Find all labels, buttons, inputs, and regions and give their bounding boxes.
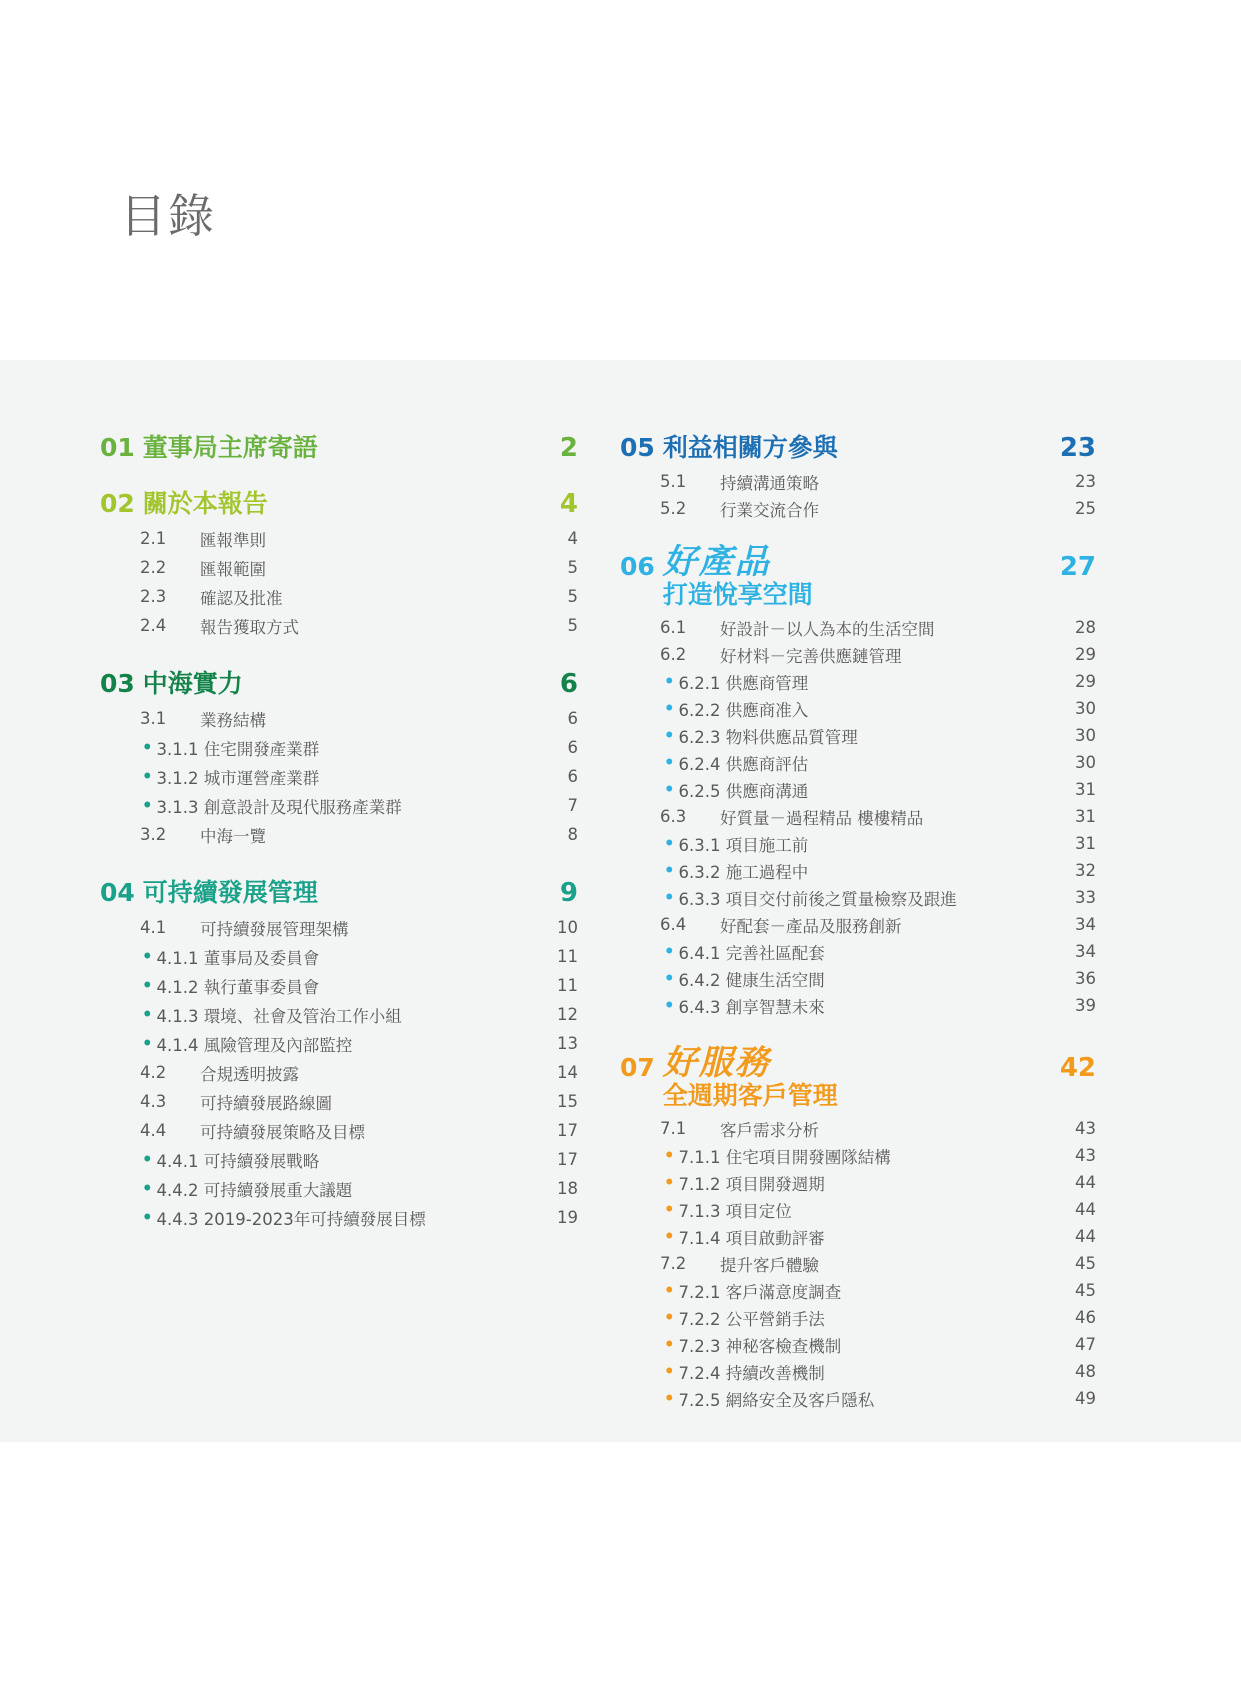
- entry-label: 6.4.2 健康生活空間: [678, 970, 825, 990]
- section-number: 05: [620, 433, 655, 462]
- section-page: 9: [559, 878, 578, 908]
- bullet-dot: •: [664, 1146, 675, 1165]
- entry-page: 44: [1075, 1227, 1096, 1246]
- section-heading[interactable]: [100, 873, 578, 909]
- toc-entry[interactable]: [100, 1203, 578, 1232]
- section-page: 27: [1059, 552, 1096, 582]
- entry-page: 29: [1075, 672, 1096, 691]
- entry-label: 6.2.5 供應商溝通: [678, 781, 809, 801]
- entry-number: 4.3: [140, 1092, 167, 1111]
- entry-page: 10: [557, 918, 578, 937]
- entry-label: 合規透明披露: [200, 1064, 299, 1084]
- entry-page: 31: [1075, 807, 1096, 826]
- toc-entry[interactable]: [620, 1142, 1096, 1169]
- toc-entry[interactable]: [620, 1196, 1096, 1223]
- entry-page: 44: [1075, 1200, 1096, 1219]
- toc-entry[interactable]: [620, 641, 1096, 668]
- entry-number: 7.2: [660, 1254, 687, 1273]
- section-page: 2: [559, 433, 578, 463]
- toc-entry[interactable]: [100, 791, 578, 820]
- section-heading[interactable]: [620, 544, 1096, 610]
- entry-page: 8: [567, 825, 578, 844]
- bullet-dot: •: [664, 942, 675, 961]
- entry-number: 4.4: [140, 1121, 167, 1140]
- entry-number: 2.2: [140, 558, 167, 577]
- entry-label: 7.2.2 公平營銷手法: [678, 1309, 825, 1329]
- toc-entry[interactable]: [620, 857, 1096, 884]
- entry-label: 3.1.1 住宅開發產業群: [156, 739, 320, 759]
- bullet-dot: •: [142, 767, 153, 786]
- entry-label: 7.2.5 網絡安全及客戶隱私: [678, 1390, 875, 1410]
- entry-page: 5: [567, 558, 578, 577]
- toc-entry[interactable]: [620, 668, 1096, 695]
- bullet-dot: •: [664, 1389, 675, 1408]
- entry-page: 4: [567, 529, 578, 548]
- section-number: 03: [100, 669, 135, 698]
- entry-page: 30: [1075, 753, 1096, 772]
- bullet-dot: •: [664, 1281, 675, 1300]
- bullet-dot: •: [664, 861, 675, 880]
- entry-label: 6.2.4 供應商評估: [678, 754, 809, 774]
- entry-page: 12: [557, 1005, 578, 1024]
- entry-label: 好質量－過程精品 樓樓精品: [720, 808, 924, 828]
- toc-entry[interactable]: [620, 1358, 1096, 1385]
- entry-label: 6.2.1 供應商管理: [678, 673, 809, 693]
- entry-label: 7.1.2 項目開發週期: [678, 1174, 825, 1194]
- toc-entry[interactable]: [620, 1277, 1096, 1304]
- toc-entry[interactable]: [620, 1304, 1096, 1331]
- section-page: 23: [1059, 433, 1096, 463]
- toc-entry[interactable]: [620, 614, 1096, 641]
- entry-label: 7.1.4 項目啟動評審: [678, 1228, 825, 1248]
- page-title: 目錄: [120, 189, 216, 243]
- entry-number: 5.1: [660, 472, 687, 491]
- bullet-dot: •: [142, 947, 153, 966]
- entry-page: 19: [557, 1208, 578, 1227]
- entry-label: 3.1.2 城市運營產業群: [156, 768, 320, 788]
- bullet-dot: •: [664, 780, 675, 799]
- toc-section-05: [620, 428, 1096, 522]
- toc-entry[interactable]: [100, 524, 578, 553]
- toc-entry[interactable]: [620, 1250, 1096, 1277]
- entry-page: 45: [1075, 1254, 1096, 1273]
- section-heading[interactable]: [100, 664, 578, 700]
- entry-label: 報告獲取方式: [200, 617, 299, 637]
- section-heading[interactable]: [620, 1045, 1096, 1111]
- section-heading[interactable]: [100, 484, 578, 520]
- section-calligraphy: 好服務: [662, 1043, 771, 1083]
- toc-entry[interactable]: [620, 803, 1096, 830]
- entry-page: 48: [1075, 1362, 1096, 1381]
- entry-page: 43: [1075, 1119, 1096, 1138]
- toc-entry[interactable]: [620, 1331, 1096, 1358]
- entry-page: 15: [557, 1092, 578, 1111]
- entry-label: 好材料－完善供應鏈管理: [720, 646, 902, 666]
- toc-entry[interactable]: [620, 749, 1096, 776]
- toc-entry[interactable]: [100, 1116, 578, 1145]
- section-number: 07: [620, 1053, 655, 1082]
- entry-label: 4.1.1 董事局及委員會: [156, 948, 320, 968]
- entry-label: 6.3.2 施工過程中: [678, 862, 809, 882]
- bullet-dot: •: [664, 699, 675, 718]
- entry-label: 匯報範圍: [200, 559, 266, 579]
- entry-label: 4.4.3 2019-2023年可持續發展目標: [156, 1209, 426, 1229]
- entry-label: 6.4.1 完善社區配套: [678, 943, 825, 963]
- entry-label: 7.2.4 持續改善機制: [678, 1363, 825, 1383]
- entry-number: 5.2: [660, 499, 687, 518]
- toc-section-03: [100, 664, 578, 849]
- entry-label: 業務結構: [200, 710, 266, 730]
- toc-entry[interactable]: [100, 1000, 578, 1029]
- entry-label: 6.2.2 供應商准入: [678, 700, 809, 720]
- bullet-dot: •: [664, 726, 675, 745]
- entry-page: 5: [567, 587, 578, 606]
- toc-entry[interactable]: [100, 1174, 578, 1203]
- bullet-dot: •: [664, 1308, 675, 1327]
- entry-label: 7.1.3 項目定位: [678, 1201, 792, 1221]
- toc-entry[interactable]: [100, 762, 578, 791]
- bullet-dot: •: [664, 888, 675, 907]
- entry-label: 4.4.2 可持續發展重大議題: [156, 1180, 353, 1200]
- section-title: 打造悅享空間: [662, 580, 813, 609]
- bullet-dot: •: [664, 753, 675, 772]
- toc-entry[interactable]: [620, 884, 1096, 911]
- section-number: 02: [100, 489, 135, 518]
- section-title: 利益相關方參與: [662, 433, 838, 462]
- section-calligraphy: 好產品: [662, 542, 771, 582]
- entry-label: 行業交流合作: [720, 500, 819, 520]
- entry-number: 7.1: [660, 1119, 687, 1138]
- toc-entry[interactable]: [100, 733, 578, 762]
- section-page: 4: [559, 489, 578, 519]
- entry-page: 47: [1075, 1335, 1096, 1354]
- toc-entry[interactable]: [100, 971, 578, 1000]
- toc-entry[interactable]: [100, 553, 578, 582]
- section-page: 6: [559, 669, 578, 699]
- toc-entry[interactable]: [620, 695, 1096, 722]
- bullet-dot: •: [664, 672, 675, 691]
- entry-label: 好設計－以人為本的生活空間: [720, 619, 935, 639]
- entry-page: 34: [1075, 915, 1096, 934]
- section-page: 42: [1059, 1053, 1096, 1083]
- entry-label: 客戶需求分析: [720, 1120, 819, 1140]
- bullet-dot: •: [142, 1034, 153, 1053]
- bullet-dot: •: [664, 1200, 675, 1219]
- entry-label: 4.1.4 風險管理及內部監控: [156, 1035, 353, 1055]
- section-heading[interactable]: [620, 428, 1096, 464]
- section-number: 04: [100, 878, 135, 907]
- toc-entry[interactable]: [100, 1029, 578, 1058]
- entry-label: 提升客戶體驗: [720, 1255, 819, 1275]
- section-title: 董事局主席寄語: [142, 433, 318, 462]
- entry-label: 6.3.3 項目交付前後之質量檢察及跟進: [678, 889, 957, 909]
- bullet-dot: •: [142, 1179, 153, 1198]
- entry-label: 6.4.3 創享智慧未來: [678, 997, 825, 1017]
- entry-number: 6.2: [660, 645, 687, 664]
- entry-number: 2.1: [140, 529, 167, 548]
- toc-section-04: [100, 873, 578, 1232]
- entry-label: 6.3.1 項目施工前: [678, 835, 809, 855]
- entry-page: 18: [557, 1179, 578, 1198]
- entry-page: 5: [567, 616, 578, 635]
- entry-page: 11: [557, 976, 578, 995]
- bullet-dot: •: [664, 1335, 675, 1354]
- entry-number: 4.2: [140, 1063, 167, 1082]
- entry-number: 6.3: [660, 807, 687, 826]
- toc-entry[interactable]: [620, 776, 1096, 803]
- entry-label: 4.4.1 可持續發展戰略: [156, 1151, 320, 1171]
- entry-page: 23: [1075, 472, 1096, 491]
- entry-number: 2.3: [140, 587, 167, 606]
- entry-page: 13: [557, 1034, 578, 1053]
- entry-number: 3.2: [140, 825, 167, 844]
- section-heading[interactable]: [100, 428, 578, 464]
- entry-label: 好配套－產品及服務創新: [720, 916, 902, 936]
- bullet-dot: •: [664, 1173, 675, 1192]
- entry-page: 36: [1075, 969, 1096, 988]
- section-title: 可持續發展管理: [142, 878, 318, 907]
- entry-page: 28: [1075, 618, 1096, 637]
- entry-label: 中海一覽: [200, 826, 266, 846]
- entry-label: 7.2.3 神秘客檢查機制: [678, 1336, 842, 1356]
- toc-entry[interactable]: [100, 913, 578, 942]
- entry-page: 34: [1075, 942, 1096, 961]
- toc-entry[interactable]: [620, 1223, 1096, 1250]
- entry-label: 可持續發展管理架構: [200, 919, 349, 939]
- toc-entry[interactable]: [620, 1385, 1096, 1412]
- section-title: 關於本報告: [142, 489, 268, 518]
- toc-entry[interactable]: [100, 582, 578, 611]
- entry-label: 可持續發展策略及目標: [200, 1122, 365, 1142]
- section-number: 06: [620, 552, 655, 581]
- entry-page: 14: [557, 1063, 578, 1082]
- toc-entry[interactable]: [620, 911, 1096, 938]
- toc-section-01: [100, 428, 578, 464]
- entry-page: 7: [567, 796, 578, 815]
- bullet-dot: •: [664, 1362, 675, 1381]
- section-title: 中海實力: [142, 669, 243, 698]
- entry-number: 6.1: [660, 618, 687, 637]
- entry-number: 3.1: [140, 709, 167, 728]
- bullet-dot: •: [142, 796, 153, 815]
- entry-label: 7.1.1 住宅項目開發團隊結構: [678, 1147, 891, 1167]
- toc-section-07: [620, 1045, 1096, 1412]
- entry-page: 46: [1075, 1308, 1096, 1327]
- bullet-dot: •: [664, 834, 675, 853]
- toc-entry[interactable]: [620, 830, 1096, 857]
- bullet-dot: •: [664, 1227, 675, 1246]
- bullet-dot: •: [142, 1005, 153, 1024]
- entry-page: 17: [557, 1150, 578, 1169]
- bullet-dot: •: [664, 996, 675, 1015]
- entry-page: 49: [1075, 1389, 1096, 1408]
- entry-page: 17: [557, 1121, 578, 1140]
- entry-label: 可持續發展路線圖: [200, 1093, 332, 1113]
- toc-entry[interactable]: [100, 1087, 578, 1116]
- toc-entry[interactable]: [620, 938, 1096, 965]
- entry-page: 6: [567, 738, 578, 757]
- toc-entry[interactable]: [100, 611, 578, 640]
- entry-label: 6.2.3 物料供應品質管理: [678, 727, 858, 747]
- toc-entry[interactable]: [620, 992, 1096, 1019]
- entry-page: 31: [1075, 834, 1096, 853]
- entry-page: 25: [1075, 499, 1096, 518]
- entry-page: 11: [557, 947, 578, 966]
- entry-page: 6: [567, 709, 578, 728]
- toc-entry[interactable]: [100, 1145, 578, 1174]
- entry-label: 4.1.2 執行董事委員會: [156, 977, 320, 997]
- bullet-dot: •: [142, 1150, 153, 1169]
- entry-page: 30: [1075, 726, 1096, 745]
- bullet-dot: •: [142, 976, 153, 995]
- entry-page: 43: [1075, 1146, 1096, 1165]
- entry-number: 6.4: [660, 915, 687, 934]
- entry-page: 31: [1075, 780, 1096, 799]
- entry-page: 6: [567, 767, 578, 786]
- entry-page: 29: [1075, 645, 1096, 664]
- toc-entry[interactable]: [100, 942, 578, 971]
- entry-page: 44: [1075, 1173, 1096, 1192]
- entry-label: 3.1.3 創意設計及現代服務產業群: [156, 797, 402, 817]
- toc-entry[interactable]: [620, 468, 1096, 495]
- toc-right-column: [620, 428, 1096, 1436]
- entry-label: 確認及批准: [200, 588, 283, 608]
- entry-page: 45: [1075, 1281, 1096, 1300]
- bullet-dot: •: [142, 738, 153, 757]
- bullet-dot: •: [142, 1208, 153, 1227]
- toc-section-06: [620, 544, 1096, 1019]
- toc-left-column: [100, 428, 578, 1256]
- bullet-dot: •: [664, 969, 675, 988]
- toc-section-02: [100, 484, 578, 640]
- entry-label: 4.1.3 環境、社會及管治工作小組: [156, 1006, 402, 1026]
- toc-entry[interactable]: [100, 1058, 578, 1087]
- section-title: 全週期客戶管理: [662, 1081, 838, 1110]
- entry-number: 4.1: [140, 918, 167, 937]
- entry-label: 匯報準則: [200, 530, 266, 550]
- section-number: 01: [100, 433, 135, 462]
- entry-page: 33: [1075, 888, 1096, 907]
- toc-entry[interactable]: [620, 1169, 1096, 1196]
- entry-page: 32: [1075, 861, 1096, 880]
- toc-entry[interactable]: [620, 1115, 1096, 1142]
- toc-entry[interactable]: [620, 722, 1096, 749]
- toc-entry[interactable]: [620, 495, 1096, 522]
- entry-label: 持續溝通策略: [720, 473, 819, 493]
- toc-entry[interactable]: [620, 965, 1096, 992]
- entry-page: 39: [1075, 996, 1096, 1015]
- toc-entry[interactable]: [100, 704, 578, 733]
- toc-entry[interactable]: [100, 820, 578, 849]
- entry-page: 30: [1075, 699, 1096, 718]
- entry-number: 2.4: [140, 616, 167, 635]
- entry-label: 7.2.1 客戶滿意度調查: [678, 1282, 842, 1302]
